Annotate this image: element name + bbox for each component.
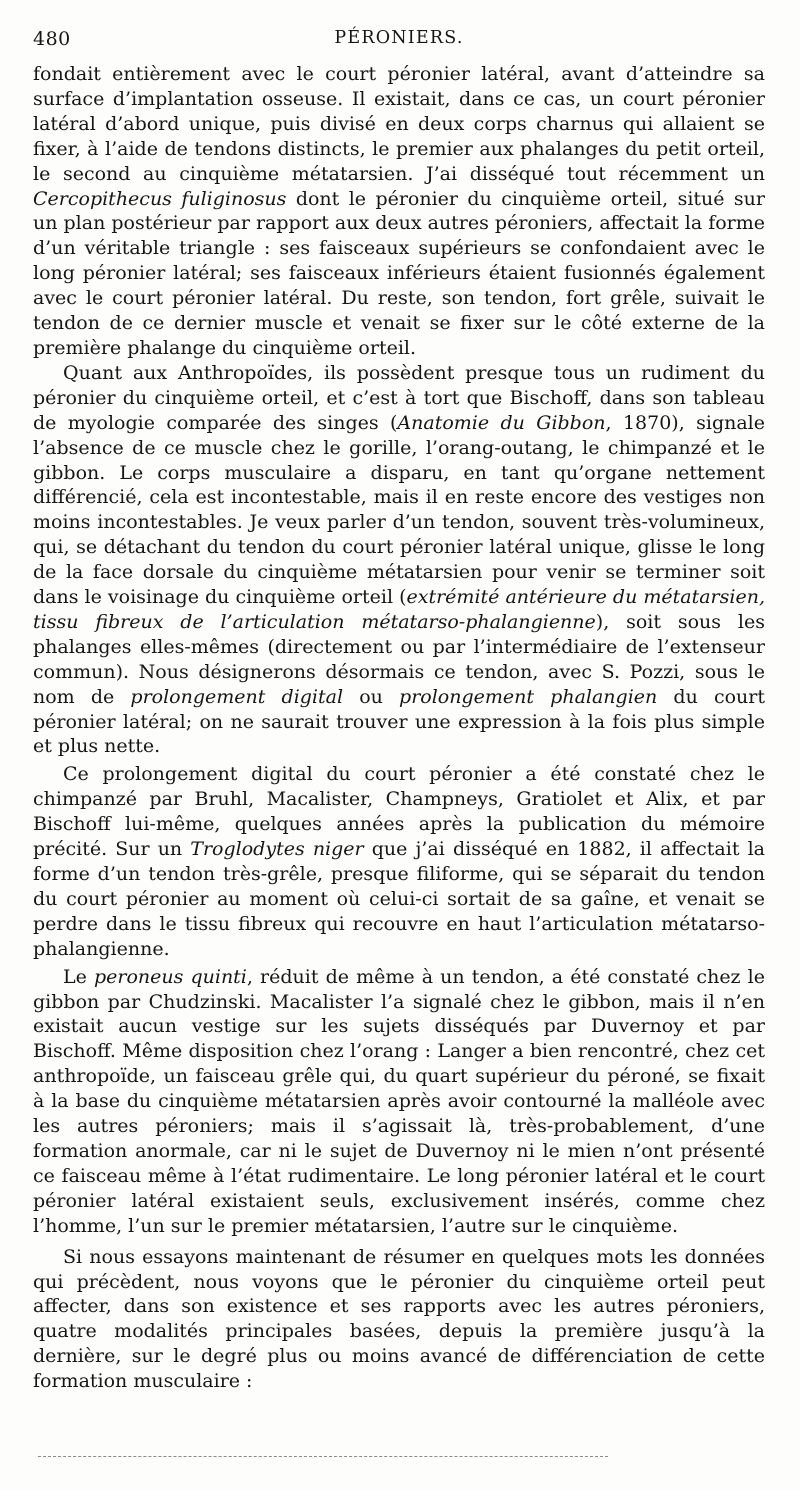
paragraph-4 [33, 965, 765, 1239]
italic-term: prolongement digital [130, 685, 344, 708]
text-run: ou [343, 685, 400, 708]
italic-term: Cercopithecus fuliginosus [33, 187, 287, 210]
text-run: Si nous essayons maintenant de résumer en quelques mots les données qui précèdent, nous voyons que le péronier du cinquième orteil peut affecter, dans son existence et ses rapports avec les autres péroniers, quatre modalités principales basées, depuis la première jusqu’à la dernière, sur le degré plus ou moins avancé de différenciation de cette formation musculaire : [33, 1245, 765, 1393]
body-text [33, 62, 765, 1394]
text-run: dont le péronier du cinquième orteil, situé sur un plan postérieur par rapport aux deux autres péroniers, affectait la forme d’un véritable triangle : ses faisceaux supérieurs se confondaient avec le long péronier latéral; ses faisceaux inférieurs étaient fusionnés également avec le court péronier latéral. Du reste, son tendon, fort grêle, suivait le tendon de ce dernier muscle et venait se fixer sur le côté externe de la première phalange du cinquième orteil. [33, 187, 766, 359]
italic-term: prolongement phalangien [399, 685, 658, 708]
paragraph-3 [33, 762, 765, 961]
italic-term: peroneus quinti [93, 965, 247, 988]
text-run: , réduit de même à un tendon, a été constaté chez le gibbon par Chudzinski. Macalister l’a signalé chez le gibbon, mais il n’en existait aucun vestige sur les sujets disséqués par Duvernoy et par Bischoff. Même disposition chez l’orang : Langer a bien rencontré, chez cet anthropoïde, un faisceau grêle qui, du quart supérieur du péroné, se fixait à la base du cinquième métatarsien après avoir contourné la malléole avec les autres péroniers; mais il s’agissait là, très-probablement, d’une formation anormale, car ni le sujet de Duvernoy ni le mien n’ont présenté ce faisceau même à l’état rudimentaire. Le long péronier latéral et le court péronier latéral existaient seuls, exclusivement insérés, comme chez l’homme, l’un sur le premier métatarsien, l’autre sur le cinquième. [33, 965, 765, 1237]
footer-rule [38, 1456, 608, 1457]
italic-term: Anatomie du Gibbon [397, 411, 606, 434]
running-title: PÉRONIERS. [334, 28, 464, 48]
paragraph-2 [33, 361, 765, 760]
text-run: Ce prolongement digital du court péronier a été constaté chez le chimpanzé par Bruhl, Macalister, Champneys, Gratiolet et Alix, et par Bischoff lui-même, quelques années après la publication du mémoire précité. Sur un [33, 763, 765, 861]
text-run: Le [63, 965, 94, 988]
text-run: que j’ai disséqué en 1882, il affectait la forme d’un tendon très-grêle, presque filiforme, qui se séparait du tendon du court péronier au moment où celui-ci sortait de sa gaîne, et venait se perdre dans le tissu fibreux qui recouvre en haut l’articulation métatarso-phalangienne. [33, 838, 765, 960]
text-run: ), soit sous les phalanges elles-mêmes (directement ou par l’intermédiaire de l’extenseur commun). Nous désignerons désormais ce tendon, avec S. Pozzi, sous le nom de [33, 610, 765, 708]
paragraph-5 [33, 1245, 765, 1394]
page-number: 480 [33, 28, 71, 50]
text-run: du court péronier latéral; on ne saurait trouver une expression à la fois plus simple et plus nette. [33, 685, 765, 758]
text-run: fondait entièrement avec le court péronier latéral, avant d’atteindre sa surface d’implantation osseuse. Il existait, dans ce cas, un court péronier latéral d’abord unique, puis divisé en deux corps charnus qui allaient se fixer, à l’aide de tendons distincts, le premier aux phalanges du petit orteil, le second au cinquième métatarsien. J’ai disséqué tout récemment un [33, 63, 765, 185]
page-header [33, 28, 765, 62]
page [33, 28, 765, 1394]
text-run: , 1870), signale l’absence de ce muscle chez le gorille, l’orang-outang, le chimpanzé et le gibbon. Le corps musculaire a disparu, en tant qu’organe nettement différencié, cela est incontestable, mais il en reste encore des vestiges non moins incontestables. Je veux parler d’un tendon, souvent très-volumineux, qui, se détachant du tendon du court péronier latéral unique, glisse le long de la face dorsale du cinquième métatarsien pour venir se terminer soit dans le voisinage du cinquième orteil ( [33, 411, 765, 609]
text-run: Quant aux Anthropoïdes, ils possèdent presque tous un rudiment du péronier du cinquième orteil, et c’est à tort que Bischoff, dans son tableau de myologie comparée des singes ( [33, 361, 765, 434]
paragraph-1 [33, 62, 765, 361]
italic-term: extrémité antérieure du métatarsien, tissu fibreux de l’articulation métatarso-phalangienne [33, 586, 765, 633]
italic-term: Troglodytes niger [190, 838, 364, 861]
